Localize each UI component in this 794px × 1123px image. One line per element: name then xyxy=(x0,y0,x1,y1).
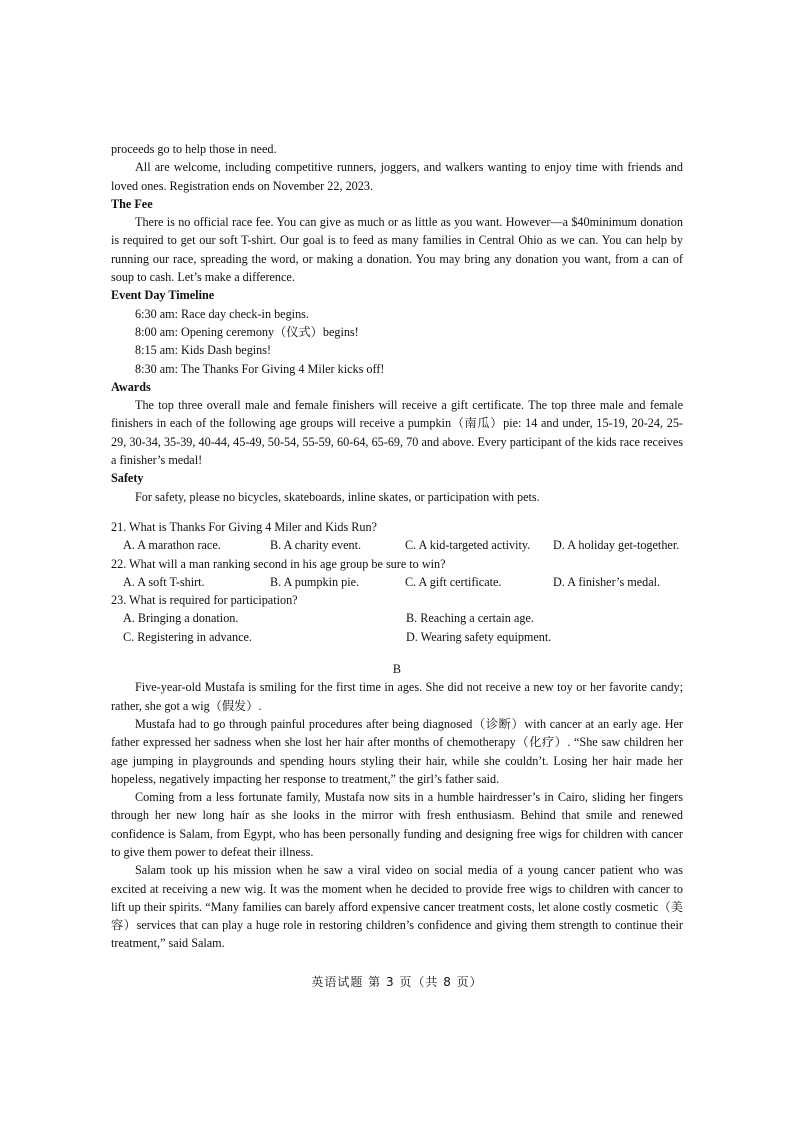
paragraph-safety: For safety, please no bicycles, skateboards, inline skates, or participation with pets. xyxy=(135,489,540,504)
timeline-item: 8:30 am: The Thanks For Giving 4 Miler kicks off! xyxy=(135,361,385,376)
option-b: B. Reaching a certain age. xyxy=(406,611,534,626)
option-d: D. Wearing safety equipment. xyxy=(406,629,552,644)
option-d: D. A finisher’s medal. xyxy=(553,574,661,589)
option-row xyxy=(111,628,683,646)
question-21 xyxy=(111,518,683,555)
option-b: B. A pumpkin pie. xyxy=(270,574,360,589)
timeline-item: 8:00 am: Opening ceremony（仪式）begins! xyxy=(135,324,359,339)
option-a: A. A marathon race. xyxy=(123,538,221,553)
heading-awards: Awards xyxy=(111,379,151,394)
option-row xyxy=(111,609,683,627)
question-22 xyxy=(111,555,683,592)
option-d: D. A holiday get-together. xyxy=(553,538,680,553)
option-row xyxy=(111,573,683,591)
paragraph-b3: Coming from a less fortunate family, Mustafa now sits in a humble hairdresser’s in Cairo, sliding her fingers through her new long hair as she looks in the mirror with fresh enthusiasm. Behind that smile and renewed confidence is Salam, from Egypt, who has been personally funding and designing free wigs for children with cancer to give them power to defeat their illness. xyxy=(111,790,683,859)
heading-fee: The Fee xyxy=(111,196,153,211)
question-23 xyxy=(111,591,683,646)
heading-timeline: Event Day Timeline xyxy=(111,288,215,303)
option-b: B. A charity event. xyxy=(270,538,362,553)
question-stem: 22. What will a man ranking second in his age group be sure to win? xyxy=(111,556,446,571)
page-footer: 英语试题 第 3 页（共 8 页） xyxy=(311,975,483,989)
option-c: C. A gift certificate. xyxy=(405,574,502,589)
option-a: A. A soft T-shirt. xyxy=(123,574,205,589)
paragraph-b2: Mustafa had to go through painful procedures after being diagnosed（诊断）with cancer at an early age. Her father expressed her sadness when she lost her hair after months of chemotherapy（化疗）. “She saw children her age jumping in playgrounds and spending hours styling their hair, while she couldn’t. Losing her hair made her hopeless, negatively impacting her response to treatment,” the girl’s father said. xyxy=(111,716,683,786)
question-stem: 23. What is required for participation? xyxy=(111,593,298,608)
timeline-item: 8:15 am: Kids Dash begins! xyxy=(135,343,272,358)
paragraph-continuation: proceeds go to help those in need. xyxy=(111,142,277,156)
heading-safety: Safety xyxy=(111,471,144,486)
option-c: C. A kid-targeted activity. xyxy=(405,538,531,553)
exam-page-body xyxy=(111,140,683,953)
paragraph-welcome: All are welcome, including competitive runners, joggers, and walkers wanting to enjoy time with friends and loved ones. Registration ends on November 22, 2023. xyxy=(111,160,683,193)
option-c: C. Registering in advance. xyxy=(123,629,252,644)
paragraph-b4: Salam took up his mission when he saw a viral video on social media of a young cancer patient who was excited at receiving a new wig. It was the moment when he decided to provide free wigs to children with cancer to lift up their spirits. “Many families can barely afford expensive cancer treatment costs, let alone costly cosmetic（美容）services that can play a huge role in restoring children’s confidence and giving them strength to continue their treatment,” said Salam. xyxy=(111,863,683,951)
section-letter: B xyxy=(392,662,402,677)
option-a: A. Bringing a donation. xyxy=(123,611,239,626)
paragraph-awards: The top three overall male and female finishers will receive a gift certificate. The top three male and female finishers in each of the following age groups will receive a pumpkin（南瓜）pie: 14 and under, 15-19, 20-24, 25-29, 30-34, 35-39, 40-44, 45-49, 50-54, 55-59, 60-64, 65-69, 70 and above. Every participant of the kids race receives a finisher’s medal! xyxy=(111,398,683,468)
paragraph-fee: There is no official race fee. You can give as much or as little as you want. However—a $40minimum donation is required to get our soft T-shirt. Our goal is to feed as many families in Central Ohio as we can. You can help by running our race, spreading the word, or making a donation. You may bring any donation you want, from a can of soup to cash. Let’s make a difference. xyxy=(111,215,683,285)
paragraph-b1: Five-year-old Mustafa is smiling for the first time in ages. She did not receive a new toy or her favorite candy; rather, she got a wig（假发）. xyxy=(111,680,683,713)
option-row xyxy=(111,536,683,554)
timeline-item: 6:30 am: Race day check-in begins. xyxy=(135,306,309,321)
question-stem: 21. What is Thanks For Giving 4 Miler and Kids Run? xyxy=(111,519,377,534)
